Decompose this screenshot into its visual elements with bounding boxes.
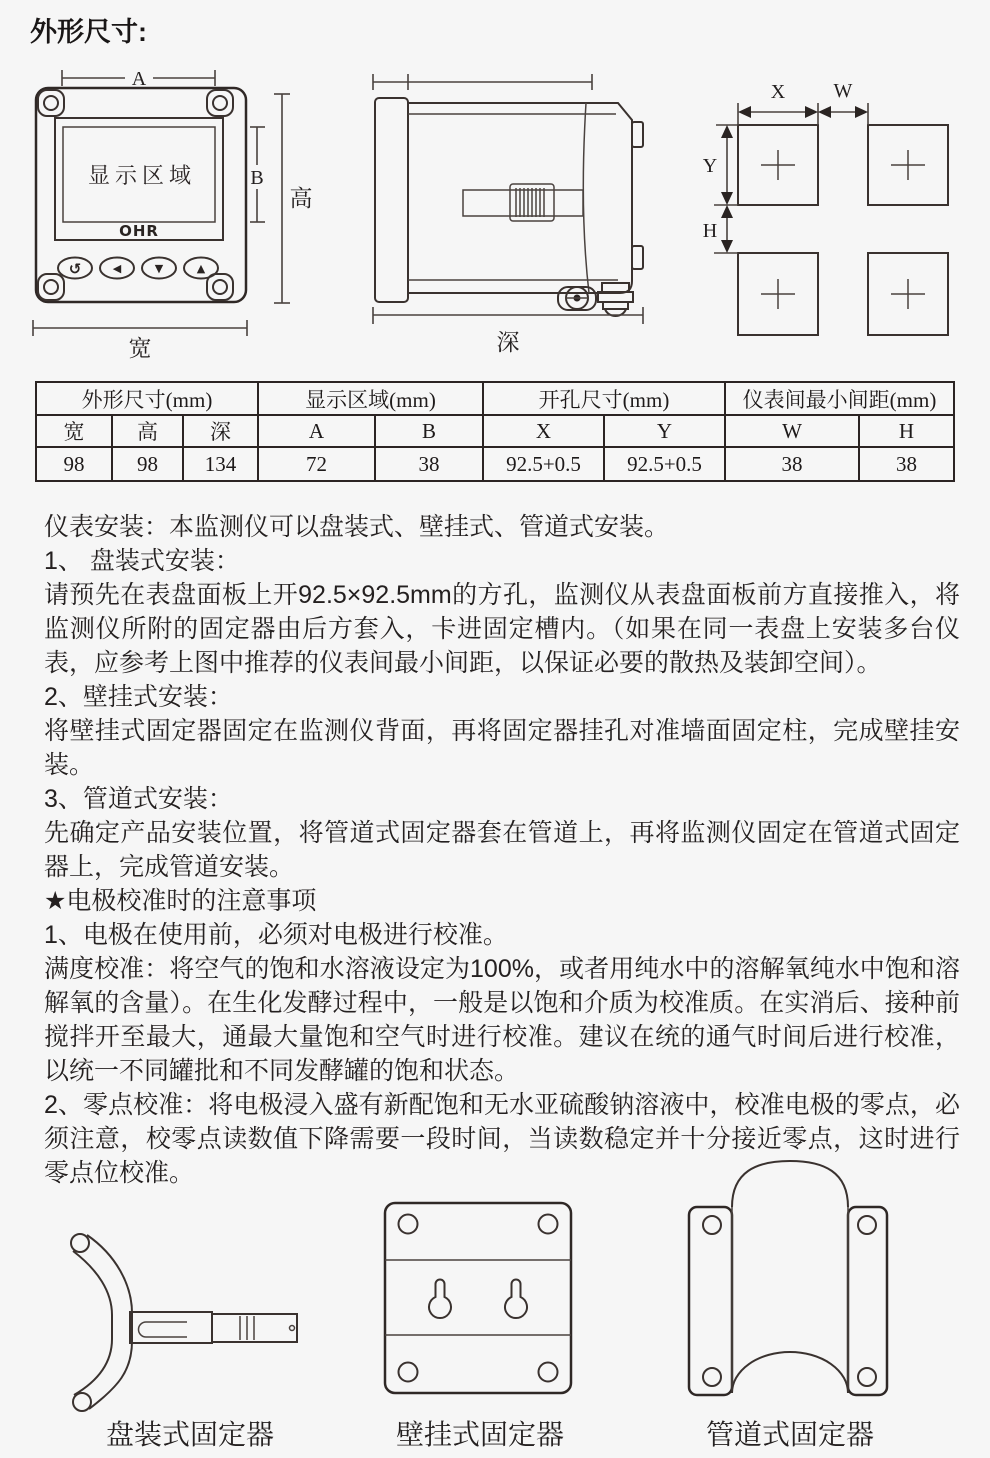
table-column-header: B <box>375 415 483 447</box>
pipe-fixture-dome <box>732 1161 848 1207</box>
table-value-cell: 38 <box>725 447 859 481</box>
front-buttons <box>58 258 218 279</box>
dim-label-y: Y <box>702 155 718 177</box>
pipe-fixture-caption: 管道式固定器 <box>705 1420 874 1451</box>
cutout-layout-drawing <box>695 58 975 358</box>
wall-fixture-keyholes <box>429 1280 527 1319</box>
installation-instructions <box>44 510 960 1190</box>
table-column-header: 深 <box>183 415 258 447</box>
pipe-fixture-right-flange <box>848 1207 887 1395</box>
dimension-a <box>62 68 215 90</box>
side-clip-top <box>632 122 643 147</box>
table-column-header: Y <box>604 415 725 447</box>
instruction-paragraph: 2、零点校准：将电极浸入盛有新配饱和无水亚硫酸钠溶液中，校准电极的零点，必须注意，校零点读数值下降需要一段时间，当读数稳定并十分接近零点，这时进行零点位校准。 <box>44 1091 960 1187</box>
instruction-paragraph: 将壁挂式固定器固定在监测仪背面，再将固定器挂孔对准墙面固定柱，完成壁挂安装。 <box>44 717 960 779</box>
instruction-paragraph: ★电极校准时的注意事项 <box>44 887 317 915</box>
left-arrow-icon: ◀ <box>112 262 122 275</box>
cutout-squares <box>738 125 948 335</box>
table-value-cell: 134 <box>183 447 258 481</box>
panel-fixture-caption: 盘装式固定器 <box>105 1420 274 1451</box>
pipe-fixture-cutout <box>732 1352 848 1393</box>
instruction-paragraph: 满度校准：将空气的饱和水溶液设定为100%，或者用纯水中的溶解氧纯水中饱和溶解氧的含量）。在生化发酵过程中，一般是以饱和介质为校准质。在实消后、接种前搅拌开至最大，通最大量饱和空气时进行校准。建议在统的通气时间后进行校准，以统一不同罐批和不同发酵罐的饱和状态。 <box>44 955 960 1085</box>
table-value-cell: 92.5+0.5 <box>483 447 604 481</box>
dim-label-b: B <box>250 167 264 189</box>
dimension-b <box>250 127 265 222</box>
wall-fixture-drawing <box>378 1195 578 1405</box>
instruction-paragraph: 2、壁挂式安装： <box>44 683 233 711</box>
front-bezel <box>375 98 408 302</box>
dim-label-x: X <box>770 81 786 103</box>
table-group-header: 显示区域(mm) <box>258 382 483 415</box>
dimension-height <box>274 94 313 303</box>
panel-fixture-bow <box>71 1234 132 1411</box>
up-arrow-icon: ▲ <box>196 262 206 275</box>
dimension-width <box>33 320 247 361</box>
table-value-cell: 98 <box>112 447 183 481</box>
dimension-x <box>738 81 818 118</box>
dimension-w <box>818 80 868 118</box>
table-column-header: W <box>725 415 859 447</box>
panel-fixture-shaft <box>130 1312 297 1343</box>
instruction-paragraph: 仪表安装：本监测仪可以盘装式、壁挂式、管道式安装。 <box>44 513 670 541</box>
table-value-cell: 38 <box>859 447 954 481</box>
dimensions-table <box>35 381 955 482</box>
table-column-header: 宽 <box>36 415 112 447</box>
dimension-y <box>703 125 733 205</box>
case-seam <box>583 103 589 293</box>
instruction-paragraph: 先确定产品安装位置，将管道式固定器套在管道上，再将监测仪固定在管道式固定器上，完成管道安装。 <box>44 819 960 881</box>
sensor-probe <box>463 184 583 221</box>
instruction-paragraph: 请预先在表盘面板上开92.5×92.5mm的方孔，监测仪从表盘面板前方直接推入，将监测仪所附的固定器由后方套入，卡进固定槽内。（如果在同一表盘上安装多台仪表，应参考上图中推荐的仪表间最小间距，以保证必要的散热及装卸空间）。 <box>44 581 960 677</box>
return-icon: ↺ <box>68 260 82 278</box>
dim-label-depth: 深 <box>496 330 520 355</box>
table-group-header: 外形尺寸(mm) <box>36 382 258 415</box>
pipe-fixture-left-flange <box>689 1207 732 1395</box>
instruction-paragraph: 3、管道式安装： <box>44 785 233 813</box>
table-column-header: 高 <box>112 415 183 447</box>
dimension-h <box>703 205 733 253</box>
instruction-paragraph: 1、电极在使用前，必须对电极进行校准。 <box>44 921 508 949</box>
table-group-header: 开孔尺寸(mm) <box>483 382 725 415</box>
cable-gland <box>598 283 633 316</box>
table-column-header: X <box>483 415 604 447</box>
instruction-paragraph: 1、 盘装式安装： <box>44 547 240 575</box>
dimension-top <box>373 74 592 90</box>
pipe-fixture-holes <box>703 1216 876 1386</box>
table-value-cell: 38 <box>375 447 483 481</box>
dim-label-width: 宽 <box>128 336 152 361</box>
panel-fixture-drawing <box>40 1185 320 1415</box>
side-clip-bottom <box>632 246 643 269</box>
table-value-cell: 98 <box>36 447 112 481</box>
side-view-drawing <box>365 58 665 358</box>
wall-fixture-holes <box>399 1215 558 1382</box>
front-view-drawing <box>25 58 315 361</box>
table-group-header: 仪表间最小间距(mm) <box>725 382 954 415</box>
dim-label-height: 高 <box>289 186 313 211</box>
dim-label-h: H <box>702 220 718 242</box>
table-column-header: A <box>258 415 375 447</box>
brand-logo: OHR <box>119 222 159 240</box>
dimension-depth <box>373 307 643 355</box>
wall-fixture-caption: 壁挂式固定器 <box>395 1420 564 1451</box>
table-value-cell: 72 <box>258 447 375 481</box>
table-column-header: H <box>859 415 954 447</box>
pipe-fixture-drawing <box>678 1152 898 1402</box>
down-arrow-icon: ▼ <box>154 262 164 275</box>
mounting-screw <box>558 287 596 310</box>
display-area-label: 显示区域 <box>87 163 197 188</box>
center-crosses <box>761 150 925 309</box>
dim-label-a: A <box>131 68 147 90</box>
dim-label-w: W <box>833 80 853 102</box>
table-value-cell: 92.5+0.5 <box>604 447 725 481</box>
page-title: 外形尺寸: <box>30 17 147 47</box>
